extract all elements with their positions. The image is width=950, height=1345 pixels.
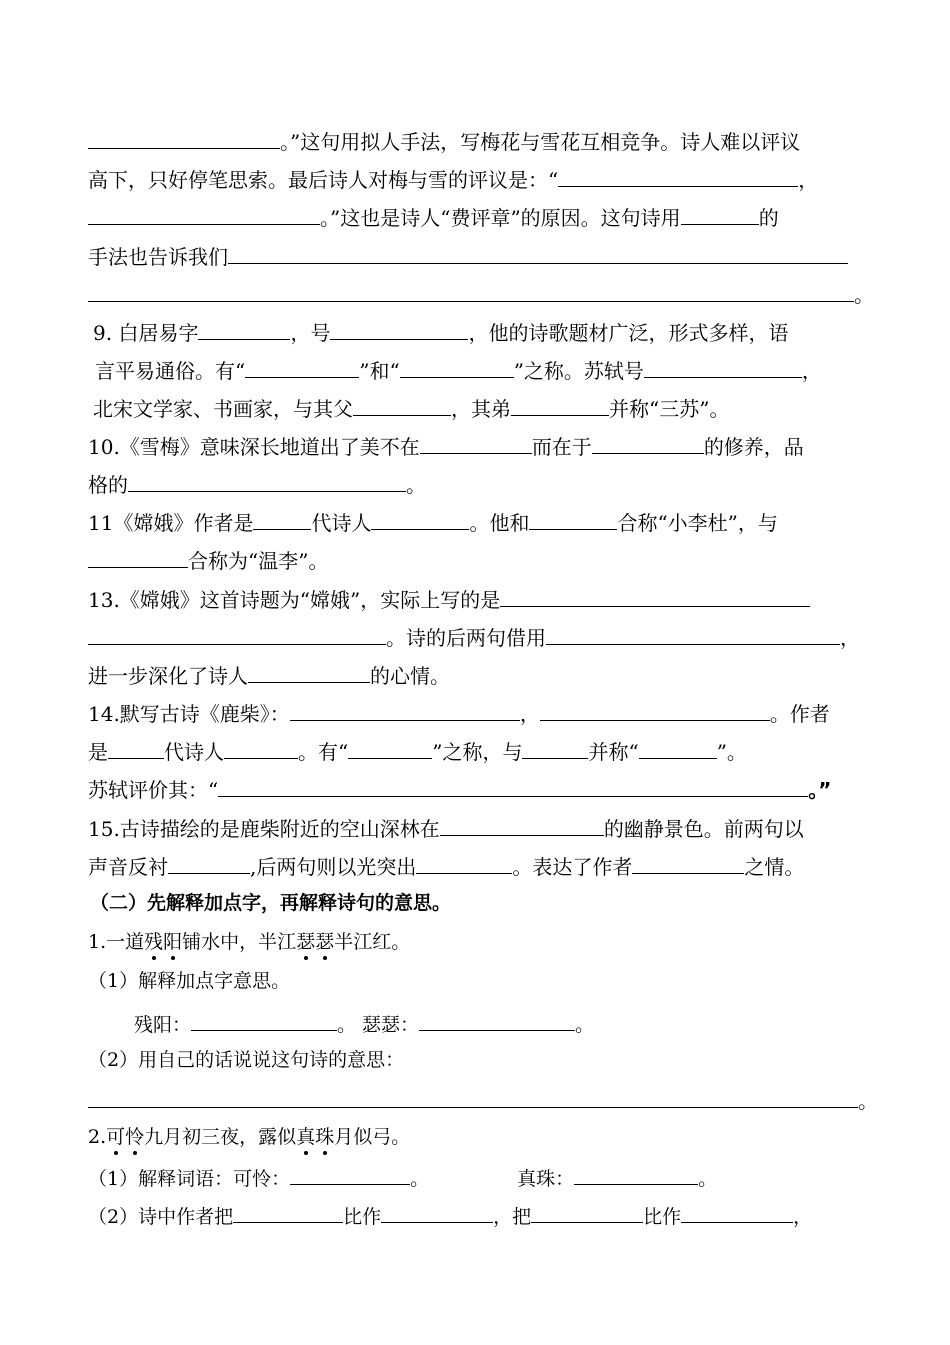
answer-blank[interactable]	[381, 1200, 493, 1223]
line-text: 之情。	[744, 855, 805, 879]
answer-blank[interactable]	[228, 241, 848, 264]
text-line	[88, 774, 831, 803]
text-line	[95, 355, 822, 384]
line-text: 。他和	[469, 511, 530, 535]
answer-blank[interactable]	[511, 393, 609, 416]
line-text: 半江红。	[334, 931, 411, 953]
text-line	[88, 1162, 717, 1192]
line-text: 并称“三苏”。	[609, 397, 730, 421]
answer-blank[interactable]	[248, 660, 370, 683]
text-line	[88, 1085, 878, 1114]
answer-blank[interactable]	[245, 355, 359, 378]
dotted-char: 怜	[125, 1126, 145, 1148]
text-line	[88, 851, 804, 880]
line-text: 真珠：	[517, 1168, 575, 1190]
answer-blank[interactable]	[191, 1008, 337, 1031]
answer-blank[interactable]	[420, 431, 532, 454]
line-text: 。	[854, 283, 874, 307]
dotted-char: 瑟	[315, 931, 335, 953]
line-text: （二）先解释加点字，再解释诗句的意思。	[90, 892, 452, 914]
answer-blank[interactable]	[253, 507, 311, 530]
line-text: 残阳：	[134, 1014, 192, 1036]
answer-blank[interactable]	[198, 317, 290, 340]
text-line	[88, 507, 778, 536]
answer-blank[interactable]	[419, 1008, 575, 1031]
text-line	[88, 202, 779, 231]
answer-blank[interactable]	[681, 202, 759, 225]
line-text: 铺水中，半江	[182, 931, 297, 953]
answer-blank[interactable]	[540, 698, 770, 721]
line-text: 声音反衬	[88, 855, 168, 879]
text-line	[134, 1008, 594, 1038]
answer-blank[interactable]	[88, 1085, 858, 1108]
section-heading	[90, 890, 451, 916]
dotted-char: 残	[144, 931, 164, 953]
text-line	[88, 622, 860, 651]
line-text: ”之称，与	[432, 740, 523, 764]
answer-blank[interactable]	[371, 507, 469, 530]
line-text: （1）解释加点字意思。	[88, 970, 291, 992]
dotted-char: 阳	[163, 931, 183, 953]
line-text: 的幽静景色。前两句以	[603, 817, 804, 841]
line-text: 2.	[88, 1126, 107, 1148]
answer-blank[interactable]	[681, 1200, 793, 1223]
text-line	[88, 813, 804, 842]
line-text: 11《嫦娥》作者是	[88, 511, 254, 535]
line-text: 。诗的后两句借用	[386, 626, 546, 650]
line-text: 10.《雪梅》意味深长地道出了美不在	[88, 435, 420, 459]
line-text: ，	[793, 1206, 813, 1228]
answer-blank[interactable]	[546, 622, 840, 645]
line-text: 高下，只好停笔思索。最后诗人对梅与雪的评议是：“	[88, 168, 559, 192]
answer-blank[interactable]	[500, 584, 810, 607]
line-text: ”。	[716, 740, 747, 764]
line-text: 。	[575, 1014, 595, 1036]
line-text: ，他的诗歌题材广泛，形式多样，语	[468, 321, 789, 345]
text-line	[93, 317, 788, 346]
line-text: ”和“	[359, 359, 400, 383]
answer-blank[interactable]	[108, 736, 164, 759]
line-text: 合称为“温李”。	[188, 549, 329, 573]
text-line	[88, 1124, 410, 1150]
line-text: 比作	[643, 1206, 682, 1228]
line-text: ，	[798, 168, 819, 192]
line-text: 的心情。	[370, 664, 450, 688]
line-text: 代诗人	[311, 511, 372, 535]
dotted-char: 珠	[315, 1126, 335, 1148]
line-text: 北宋文学家、书画家，与其父	[93, 397, 353, 421]
line-text: （1）解释词语：可怜：	[88, 1168, 291, 1190]
line-text: 言平易通俗。有“	[95, 359, 246, 383]
text-line	[88, 431, 804, 460]
line-text: 月似弓。	[334, 1126, 411, 1148]
answer-blank[interactable]	[224, 736, 298, 759]
line-text: 。表达了作者	[512, 855, 633, 879]
answer-blank[interactable]	[529, 507, 617, 530]
answer-blank[interactable]	[644, 355, 802, 378]
line-text: 是	[88, 740, 108, 764]
text-line	[88, 164, 818, 193]
text-line	[88, 929, 410, 955]
answer-blank[interactable]	[416, 851, 512, 874]
line-text: 手法也告诉我们	[88, 245, 228, 269]
answer-blank[interactable]	[88, 202, 320, 225]
line-text: ，把	[493, 1206, 532, 1228]
answer-blank[interactable]	[522, 736, 588, 759]
line-text: 。”	[808, 778, 832, 802]
line-text: 14.默写古诗《鹿柴》：	[88, 702, 290, 726]
text-line	[93, 393, 729, 422]
line-text: 的	[758, 206, 779, 230]
answer-blank[interactable]	[353, 393, 451, 416]
text-line	[88, 126, 800, 155]
line-text: 。	[410, 1168, 430, 1190]
line-text: ，号	[290, 321, 331, 345]
dotted-char: 真	[296, 1126, 316, 1148]
text-line	[88, 469, 426, 498]
line-text: 。作者	[769, 702, 830, 726]
line-text: 13.《嫦娥》这首诗题为“嫦娥”，实际上写的是	[88, 588, 501, 612]
line-text: 苏轼评价其：“	[88, 778, 219, 802]
line-text: 15.古诗描绘的是鹿柴附近的空山深林在	[88, 817, 440, 841]
line-text: 并称“	[588, 740, 639, 764]
line-text: 格的	[88, 473, 128, 497]
answer-blank[interactable]	[348, 736, 432, 759]
text-line	[88, 545, 328, 574]
line-text: 比作	[343, 1206, 382, 1228]
answer-blank[interactable]	[440, 813, 604, 836]
answer-blank[interactable]	[88, 126, 280, 149]
line-text: ”之称。苏轼号	[513, 359, 644, 383]
answer-blank[interactable]	[128, 469, 406, 492]
text-line	[88, 968, 290, 994]
answer-blank[interactable]	[88, 545, 188, 568]
answer-blank[interactable]	[531, 1200, 643, 1223]
answer-blank[interactable]	[88, 622, 386, 645]
text-line	[88, 1047, 404, 1073]
answer-blank[interactable]	[233, 1200, 343, 1223]
line-text: 而在于	[531, 435, 592, 459]
line-text: 。	[406, 473, 426, 497]
text-line	[88, 736, 747, 765]
line-text: ，	[840, 626, 860, 650]
answer-blank[interactable]	[592, 431, 704, 454]
line-text: 。 瑟瑟：	[337, 1014, 420, 1036]
text-line	[88, 279, 874, 308]
line-text: 的修养，品	[703, 435, 804, 459]
dotted-char: 瑟	[296, 931, 316, 953]
text-line	[88, 584, 810, 613]
text-line	[88, 698, 830, 727]
line-text: 。”这也是诗人“费评章”的原因。这句诗用	[320, 206, 681, 230]
line-text: 1.一道	[88, 931, 145, 953]
line-text: ，	[519, 702, 540, 726]
line-text: 合称“小李杜”，与	[617, 511, 778, 535]
answer-blank[interactable]	[290, 1162, 410, 1185]
line-text: ，其弟	[451, 397, 511, 421]
line-text: 。	[698, 1168, 718, 1190]
line-text: 九月初三夜，露似	[144, 1126, 297, 1148]
line-text: 。”这句用拟人手法，写梅花与雪花互相竞争。诗人难以评议	[280, 130, 801, 154]
line-text: ，	[801, 359, 822, 383]
answer-blank[interactable]	[330, 317, 468, 340]
line-text: 代诗人	[164, 740, 224, 764]
line-text: 。有“	[298, 740, 349, 764]
dotted-char: 可	[106, 1126, 126, 1148]
answer-blank[interactable]	[400, 355, 514, 378]
line-text: 。	[858, 1089, 878, 1113]
line-text: 进一步深化了诗人	[88, 664, 248, 688]
answer-blank[interactable]	[558, 164, 798, 187]
answer-blank[interactable]	[290, 698, 520, 721]
answer-blank[interactable]	[218, 774, 808, 797]
line-text: 9. 白居易字	[93, 321, 199, 345]
line-text: （2）诗中作者把	[88, 1206, 234, 1228]
answer-blank[interactable]	[168, 851, 250, 874]
text-line	[88, 1200, 812, 1230]
answer-blank[interactable]	[632, 851, 744, 874]
text-line	[88, 660, 450, 689]
answer-blank[interactable]	[88, 279, 854, 302]
line-text: ,后两句则以光突出	[250, 855, 417, 879]
answer-blank[interactable]	[639, 736, 717, 759]
line-text: （2）用自己的话说说这句诗的意思：	[88, 1049, 405, 1071]
text-line	[88, 241, 848, 270]
answer-blank[interactable]	[574, 1162, 698, 1185]
